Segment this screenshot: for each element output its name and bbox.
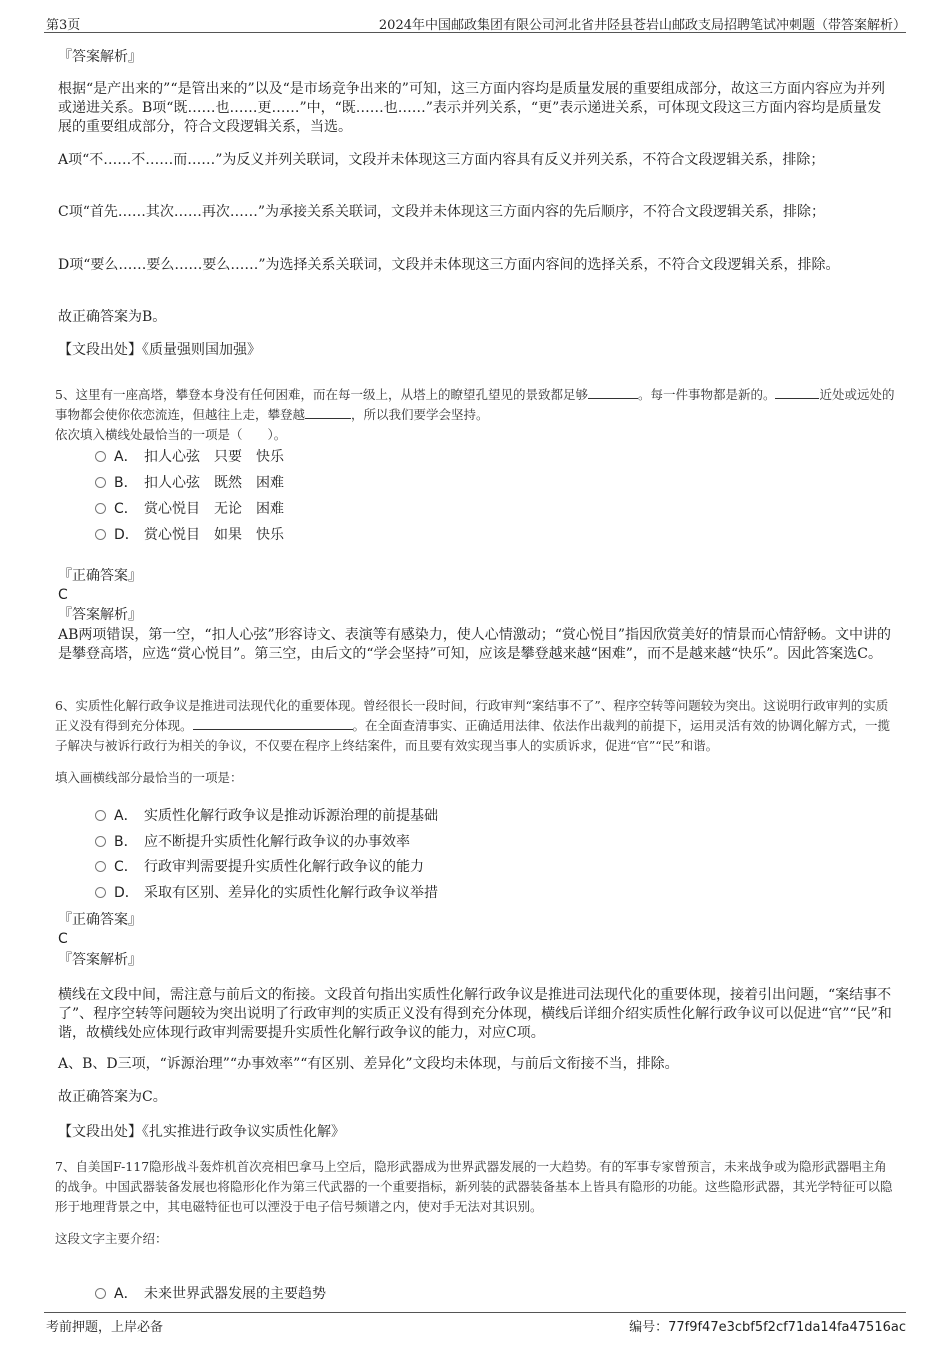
q5-blank-2 [775, 386, 819, 399]
q6-analysis-p1: 横线在文段中间，需注意与前后文的衔接。文段首句指出实质性化解行政争议是推进司法现代化的重要体现，接着引出问题，“案结事不了”、程序空转等问题较为突出说明了行政审判的实质正义没有得到充分体现，横线后详细介绍实质性化解行政争议可以促进“官”“民”和谐，故横线处应体现行政审判需要提升实质性化解行政争议的能力，对应C项。 [58, 987, 892, 1041]
q5-option-d[interactable]: D． 赏心悦目 如果 快乐 [95, 525, 284, 545]
q5-option-c[interactable]: C． 赏心悦目 无论 困难 [95, 499, 284, 519]
q5-option-a[interactable]: A． 扣人心弦 只要 快乐 [95, 447, 284, 467]
q4-conclusion: 故正确答案为B。 [58, 309, 167, 325]
q5-analysis: AB两项错误，第一空，“扣人心弦”形容诗文、表演等有感染力，使人心情激动；“赏心悦目”指因欣赏美好的情景而心情舒畅。文中讲的是攀登高塔，应选“赏心悦目”。第三空，由后文的“学会坚持”可知，应该是攀登越来越“困难”，而不是越来越“快乐”。因此答案选C。 [58, 627, 892, 662]
q4-analysis-p2: A项“不……不……而……”为反义并列关联词，文段并未体现这三方面内容具有反义并列关系，不符合文段逻辑关系，排除； [58, 152, 825, 168]
page-footer [44, 1312, 906, 1337]
q5-prompt: 依次填入横线处最恰当的一项是（ ）。 [55, 427, 287, 442]
radio-icon[interactable] [95, 836, 106, 847]
q4-source: 【文段出处】《质量强则国加强》 [58, 342, 261, 358]
q6-option-c[interactable]: C． 行政审判需要提升实质性化解行政争议的能力 [95, 857, 424, 877]
q6-analysis-p2: A、B、D三项，“诉源治理”“办事效率”“有区别、差异化”文段均未体现，与前后文衔接不当，排除。 [58, 1056, 679, 1072]
radio-icon[interactable] [95, 887, 106, 898]
radio-icon[interactable] [95, 529, 106, 540]
q7-prompt: 这段文字主要介绍： [55, 1231, 168, 1246]
q7-option-a[interactable]: A． 未来世界武器发展的主要趋势 [95, 1284, 326, 1304]
radio-icon[interactable] [95, 861, 106, 872]
q6-option-a[interactable]: A． 实质性化解行政争议是推动诉源治理的前提基础 [95, 806, 438, 826]
q6-source: 【文段出处】《扎实推进行政争议实质性化解》 [58, 1124, 345, 1140]
radio-icon[interactable] [95, 1288, 106, 1299]
document-title: 2024年中国邮政集团有限公司河北省井陉县苍岩山邮政支局招聘笔试冲刺题（带答案解析） [378, 18, 906, 33]
q5-analysis-label: 『答案解析』 [58, 607, 142, 623]
q5-blank-3 [305, 406, 351, 419]
page-header [44, 12, 906, 33]
q6-option-d[interactable]: D． 采取有区别、差异化的实质性化解行政争议举措 [95, 883, 438, 903]
q5-answer: C [58, 587, 68, 603]
q5-answer-label: 『正确答案』 [58, 568, 142, 584]
radio-icon[interactable] [95, 503, 106, 514]
page-number: 第3页 [46, 18, 81, 33]
document-id: 编号：77f9f47e3cbf5f2cf71da14fa47516ac [629, 1320, 906, 1335]
q4-analysis-p1: 根据“是产出来的”“是管出来的”以及“是市场竞争出来的”可知，这三方面内容均是质量发展的重要组成部分，故这三方面内容应为并列或递进关系。B项“既……也……更……”中，“既……也……”表示并列关系，“更”表示递进关系，可体现文段这三方面内容均是质量发展的重要组成部分，符合文段逻辑关系，当选。 [58, 81, 885, 135]
q5-option-b[interactable]: B． 扣人心弦 既然 困难 [95, 473, 284, 493]
q6-conclusion: 故正确答案为C。 [58, 1089, 167, 1105]
q7-stem: 7、自美国F-117隐形战斗轰炸机首次亮相巴拿马上空后，隐形武器成为世界武器发展的一大趋势。有的军事专家曾预言，未来战争或为隐形武器唱主角的战争。中国武器装备发展也将隐形化作为第三代武器的一个重要指标，新列装的武器装备基本上皆具有隐形的功能。这些隐形武器，其光学特征可以隐形于地理背景之中，其电磁特征也可以湮没于电子信号频谱之内，使对手无法对其识别。 [55, 1159, 893, 1214]
q6-option-b[interactable]: B． 应不断提升实质性化解行政争议的办事效率 [95, 832, 410, 852]
radio-icon[interactable] [95, 477, 106, 488]
q5-blank-1 [588, 386, 638, 399]
q4-analysis-p3: C项“首先……其次……再次……”为承接关系关联词，文段并未体现这三方面内容的先后顺序，不符合文段逻辑关系，排除； [58, 204, 826, 220]
radio-icon[interactable] [95, 451, 106, 462]
q6-answer-label: 『正确答案』 [58, 912, 142, 928]
q6-blank [193, 717, 353, 730]
q6-answer: C [58, 931, 68, 947]
q6-prompt: 填入画横线部分最恰当的一项是： [55, 770, 243, 785]
radio-icon[interactable] [95, 810, 106, 821]
q5-stem: 5、这里有一座高塔，攀登本身没有任何困难，而在每一级上，从塔上的瞭望孔望见的景致都足够 。每一件事物都是新的。 近处或远处的事物都会使你依恋流连，但越往上走，攀登越 ，所以我们要学会坚持。 [55, 387, 895, 422]
q6-stem: 6、实质性化解行政争议是推进司法现代化的重要体现。曾经很长一段时间，行政审判“案结事不了”、程序空转等问题较为突出。这说明行政审判的实质正义没有得到充分体现。 。在全面查清事实、正确适用法律、依法作出裁判的前提下，运用灵活有效的协调化解方式，一揽子解决与被诉行政行为相关的争议，不仅要在程序上终结案件，而且要有效实现当事人的实质诉求，促进“官”“民”和谐。 [55, 698, 891, 753]
q4-analysis-p4: D项“要么……要么……要么……”为选择关系关联词，文段并未体现这三方面内容间的选择关系，不符合文段逻辑关系，排除。 [58, 257, 840, 273]
q4-analysis-label: 『答案解析』 [58, 49, 142, 65]
q6-analysis-label: 『答案解析』 [58, 952, 142, 968]
footer-slogan: 考前押题，上岸必备 [46, 1320, 164, 1335]
